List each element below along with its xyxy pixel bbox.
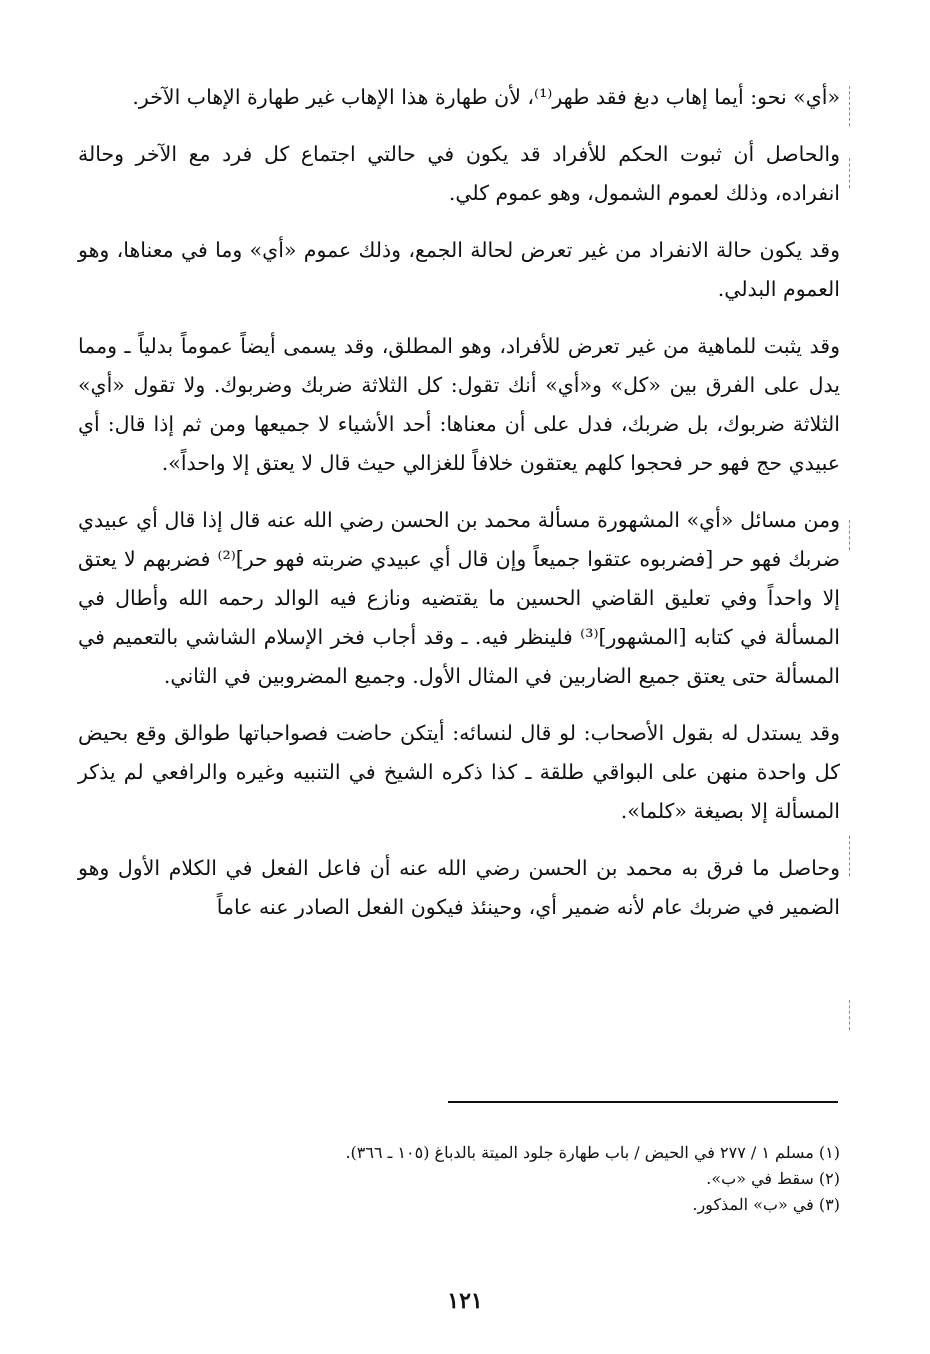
paragraph-7: وحاصل ما فرق به محمد بن الحسن رضي الله عنه أن فاعل الفعل في الكلام الأول وهو الضمير في ضربك عام لأنه ضمير أي، وحينئذ فيكون الفعل الصادر عنه عاماً [78,856,840,919]
paragraph-6: وقد يستدل له بقول الأصحاب: لو قال لنسائه: أيتكن حاضت فصواحباتها طوالق وقع بحيض كل واحدة منهن على البواقي طلقة ـ كذا ذكره الشيخ في التنبيه وغيره والرافعي لم يذكر المسألة إلا بصيغة «كلما». [78,721,840,823]
margin-mark [849,158,850,188]
footnote-3: (٣) في «ب» المذكور. [692,1195,840,1214]
footnote-divider [448,1101,838,1103]
paragraph-4: وقد يثبت للماهية من غير تعرض للأفراد، وهو المطلق، وقد يسمى أيضاً عموماً بدلياً ـ ومما يدل على الفرق بين «كل» و«أي» أنك تقول: كل الثلاثة ضربك وضربوك. ولا تقول «أي» الثلاثة ضربوك، بل ضربك، فدل على أن معناها: أحد الأشياء لا جميعها ومن ثم إذا قال: أي عبيدي حج فهو حر فحجوا كلهم يعتقون خلافاً للغزالي حيث قال لا يعتق إلا واحداً». [78,334,840,475]
main-text [78,78,840,945]
margin-mark [849,836,850,876]
footnotes [300,1140,840,1218]
paragraph-2: والحاصل أن ثبوت الحكم للأفراد قد يكون في حالتي اجتماع كل فرد مع الآخر وحالة انفراده، وذلك لعموم الشمول، وهو عموم كلي. [78,142,840,205]
paragraph-5: ومن مسائل «أي» المشهورة مسألة محمد بن الحسن رضي الله عنه قال إذا قال أي عبيدي ضربك فهو حر [فضربوه عتقوا جميعاً وإن قال أي عبيدي ضربته فهو حر]⁽²⁾ فضربهم لا يعتق إلا واحداً وفي تعليق القاضي الحسين ما يقتضيه ونازع فيه الوالد رحمه الله وأطال في المسألة في كتابه [المشهور]⁽³⁾ فلينظر فيه. ـ وقد أجاب فخر الإسلام الشاشي بالتعميم في المسألة حتى يعتق جميع الضاربين في المثال الأول. وجميع المضروبين في الثاني. [78,508,840,688]
footnote-2: (٢) سقط في «ب». [706,1169,840,1188]
margin-mark [849,1000,850,1030]
footnote-1: (١) مسلم ١ / ٢٧٧ في الحيض / باب طهارة جلود الميتة بالدباغ (١٠٥ ـ ٣٦٦). [345,1143,840,1162]
paragraph-3: وقد يكون حالة الانفراد من غير تعرض لحالة الجمع، وذلك عموم «أي» وما في معناها، وهو العموم البدلي. [78,238,840,301]
margin-mark [849,86,850,126]
page-number: ١٢١ [447,1288,483,1314]
margin-mark [849,520,850,550]
paragraph-1: «أي» نحو: أيما إهاب دبغ فقد طهر⁽¹⁾، لأن طهارة هذا الإهاب غير طهارة الإهاب الآخر. [132,85,840,109]
